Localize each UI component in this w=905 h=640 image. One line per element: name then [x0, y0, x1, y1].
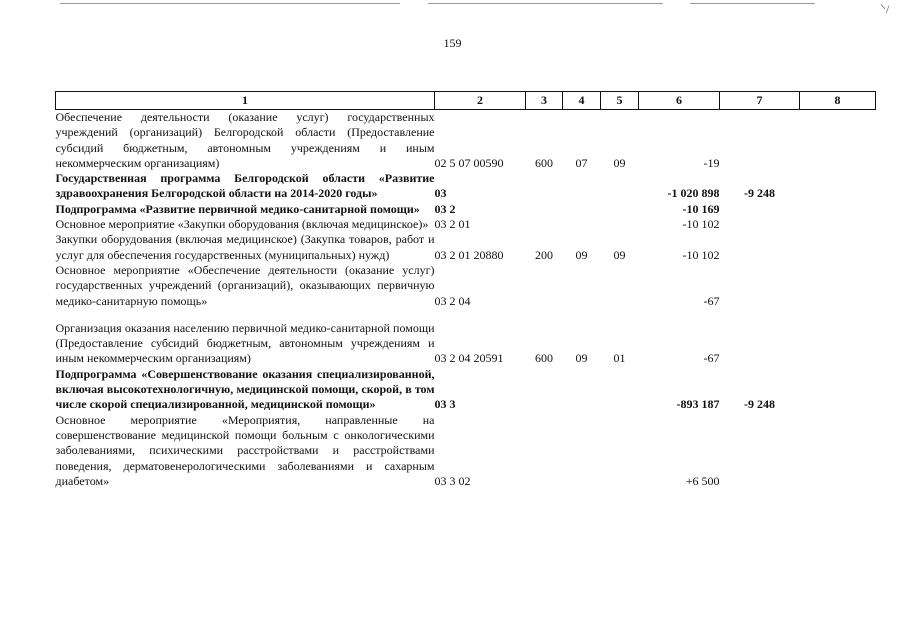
- row-amount-2: [720, 202, 800, 217]
- row-amount-1: -10 102: [682, 247, 720, 262]
- row-amount-1: -893 187: [676, 397, 720, 412]
- row-code: 03 2 04: [434, 293, 471, 308]
- row-amount-3: [800, 309, 876, 367]
- row-code: 03 2: [434, 201, 456, 216]
- row-code: 03 2 01: [434, 217, 471, 232]
- page-number: 159: [443, 36, 462, 50]
- row-subsection: [601, 263, 639, 309]
- row-code: 03: [434, 186, 447, 201]
- row-amount-1: +6 500: [685, 473, 720, 488]
- table-row: [56, 309, 876, 367]
- row-section: 09: [575, 247, 588, 262]
- row-amount-2: [720, 413, 800, 489]
- row-section: [563, 263, 601, 309]
- row-amount-1: -10 169: [682, 201, 720, 216]
- row-section: [563, 413, 601, 489]
- row-subsection: [601, 367, 639, 413]
- row-amount-2: [720, 263, 800, 309]
- row-expense-type: [526, 263, 563, 309]
- row-amount-1: -19: [703, 155, 720, 170]
- table-row: [56, 110, 876, 172]
- row-expense-type: [526, 202, 563, 217]
- row-amount-1: -1 020 898: [667, 186, 720, 201]
- budget-table: [55, 91, 876, 489]
- row-section: [563, 171, 601, 202]
- table-row: [56, 202, 876, 217]
- row-description: [56, 232, 435, 263]
- row-description: [56, 217, 435, 232]
- table-row: [56, 367, 876, 413]
- header-col-8: 8: [800, 92, 876, 110]
- row-description-text: Основное мероприятие «Обеспечение деятельности (оказание услуг) государственных учреждений (организаций), оказывающих первичную медико-санитарную помощь»: [55, 262, 435, 308]
- table-header-row: [56, 92, 876, 110]
- row-amount-2: [720, 309, 800, 367]
- row-section: 09: [575, 351, 588, 366]
- row-expense-type: 600: [535, 155, 553, 170]
- row-amount-2: -9 248: [744, 397, 775, 412]
- row-subsection: [601, 171, 639, 202]
- row-description: [56, 309, 435, 367]
- header-col-5: 5: [601, 92, 639, 110]
- row-code: 03 2 04 20591: [434, 351, 504, 366]
- scan-top-rule-left: [60, 3, 400, 4]
- row-amount-2: [720, 232, 800, 263]
- table-row: [56, 263, 876, 309]
- row-code: 03 2 01 20880: [434, 247, 504, 262]
- row-description-text: Организация оказания населению первичной медико-санитарной помощи (Предоставление субсидий бюджетным, автономным учреждениям и иным некоммерческим организациям): [55, 320, 435, 366]
- row-amount-3: [800, 217, 876, 232]
- row-amount-1: -10 102: [682, 217, 720, 232]
- row-amount-2: -9 248: [744, 186, 775, 201]
- row-expense-type: 600: [535, 351, 553, 366]
- row-amount-3: [800, 367, 876, 413]
- row-description-text: Государственная программа Белгородской области «Развитие здравоохранения Белгородской области на 2014-2020 годы»: [55, 171, 435, 201]
- row-code: 03 3: [434, 397, 456, 412]
- table-row: [56, 413, 876, 489]
- row-expense-type: [526, 413, 563, 489]
- row-code: 03 3 02: [434, 473, 471, 488]
- row-amount-3: [800, 413, 876, 489]
- row-description: [56, 367, 435, 413]
- row-section: [563, 202, 601, 217]
- row-amount-1: -67: [703, 293, 720, 308]
- row-amount-3: [800, 171, 876, 202]
- row-description-text: Обеспечение деятельности (оказание услуг) государственных учреждений (организаций) Белгородской области (Предоставление субсидий бюджетным, автономным учреждениям и иным некоммерческим организациям): [55, 110, 435, 170]
- row-subsection: [601, 413, 639, 489]
- row-expense-type: [526, 217, 563, 232]
- scan-top-rule-right: [690, 3, 815, 4]
- row-amount-3: [800, 202, 876, 217]
- scan-corner-mark: ⸌/: [880, 2, 890, 16]
- row-description-text: Закупки оборудования (включая медицинское) (Закупка товаров, работ и услуг для обеспечения государственных (муниципальных) нужд): [55, 232, 435, 262]
- row-description: [56, 171, 435, 202]
- row-section: [563, 217, 601, 232]
- row-amount-3: [800, 232, 876, 263]
- header-col-1: 1: [56, 92, 435, 110]
- row-expense-type: 200: [535, 247, 553, 262]
- scan-top-rule-mid: [428, 3, 663, 4]
- row-amount-2: [720, 217, 800, 232]
- table-row: [56, 171, 876, 202]
- row-code: 02 5 07 00590: [434, 155, 504, 170]
- row-description-text: Основное мероприятие «Мероприятия, направленные на совершенствование медицинской помощи больным с онкологическими заболеваниями, психическими расстройствами и расстройствами поведения, дерматовенерологическими заболеваниями и сахарным диабетом»: [55, 412, 435, 488]
- header-col-7: 7: [720, 92, 800, 110]
- row-subsection: [601, 202, 639, 217]
- row-section: [563, 367, 601, 413]
- header-col-3: 3: [526, 92, 563, 110]
- row-description: [56, 413, 435, 489]
- row-section: 07: [575, 155, 588, 170]
- row-subsection: 01: [613, 351, 626, 366]
- header-col-2: 2: [435, 92, 526, 110]
- row-amount-3: [800, 110, 876, 172]
- row-expense-type: [526, 367, 563, 413]
- table-row: [56, 217, 876, 232]
- row-amount-2: [720, 110, 800, 172]
- row-description: [56, 202, 435, 217]
- row-description: [56, 110, 435, 172]
- header-col-6: 6: [639, 92, 720, 110]
- row-amount-1: -67: [703, 351, 720, 366]
- row-description-text: Подпрограмма «Развитие первичной медико-санитарной помощи»: [55, 201, 420, 216]
- row-subsection: 09: [613, 155, 626, 170]
- row-description: [56, 263, 435, 309]
- row-subsection: [601, 217, 639, 232]
- row-amount-3: [800, 263, 876, 309]
- table-row: [56, 232, 876, 263]
- header-col-4: 4: [563, 92, 601, 110]
- row-description-text: Подпрограмма «Совершенствование оказания специализированной, включая высокотехнологичную, медицинской помощи, скорой, в том числе скорой специализированной, медицинской помощи»: [55, 366, 435, 412]
- row-description-text: Основное мероприятие «Закупки оборудования (включая медицинское)»: [55, 217, 429, 232]
- row-subsection: 09: [613, 247, 626, 262]
- row-expense-type: [526, 171, 563, 202]
